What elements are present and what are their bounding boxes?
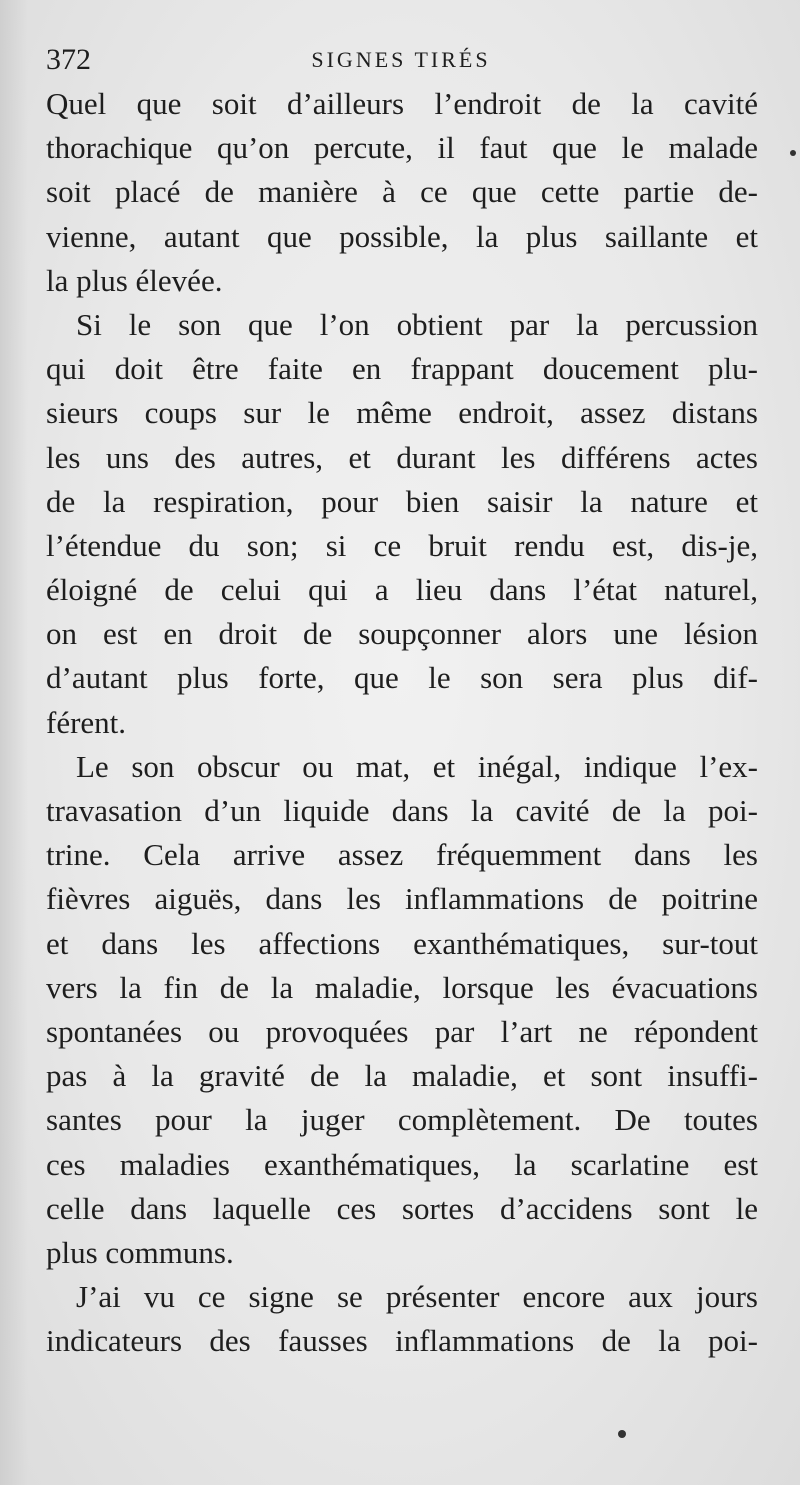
ink-speck [790,150,796,156]
text-line: l’étendue du son; si ce bruit rendu est, dis-je, [46,527,758,563]
text-line: celle dans laquelle ces sortes d’accidens sont le [46,1190,758,1226]
text-line: vienne, autant que possible, la plus saillante et [46,218,758,254]
text-line: indicateurs des fausses inflammations de la poi- [46,1323,758,1359]
text-line: qui doit être faite en frappant doucement plu- [46,351,758,387]
ink-speck [618,1430,626,1438]
text-line: d’autant plus forte, que le son sera plus dif- [46,660,758,696]
text-line: ces maladies exanthématiques, la scarlatine est [46,1146,758,1182]
text-line: soit placé de manière à ce que cette partie de- [46,174,758,210]
text-line: les uns des autres, et durant les différens actes [46,439,758,475]
text-line: et dans les affections exanthématiques, sur-tout [46,925,758,961]
text-line: pas à la gravité de la maladie, et sont insuffi- [46,1058,758,1094]
text-line: fièvres aiguës, dans les inflammations de poitrine [46,881,758,917]
text-line: spontanées ou provoquées par l’art ne répondent [46,1013,758,1049]
text-line: sieurs coups sur le même endroit, assez distans [46,395,758,431]
text-line: plus communs. [46,1234,234,1270]
text-line: santes pour la juger complètement. De toutes [46,1102,758,1138]
text-line: éloigné de celui qui a lieu dans l’état naturel, [46,572,758,608]
body-text [46,82,758,1363]
text-line: J’ai vu ce signe se présenter encore aux jours [76,1279,758,1315]
text-line: de la respiration, pour bien saisir la nature et [46,483,758,519]
text-line: la plus élevée. [46,262,223,298]
page-number: 372 [46,43,91,76]
text-line: vers la fin de la maladie, lorsque les évacuations [46,969,758,1005]
text-line: férent. [46,704,127,740]
text-line: Si le son que l’on obtient par la percussion [76,306,758,342]
text-line: on est en droit de soupçonner alors une lésion [46,616,758,652]
text-line: Le son obscur ou mat, et inégal, indique l’ex- [76,748,758,784]
text-line: travasation d’un liquide dans la cavité de la poi- [46,793,758,828]
text-line: Quel que soit d’ailleurs l’endroit de la cavité [46,86,758,121]
text-line: thorachique qu’on percute, il faut que le malade [46,130,758,166]
running-title: SIGNES TIRÉS [311,47,491,72]
page-gutter-shadow [0,0,28,1485]
text-line: trine. Cela arrive assez fréquemment dans les [46,837,758,873]
running-head [46,40,756,80]
